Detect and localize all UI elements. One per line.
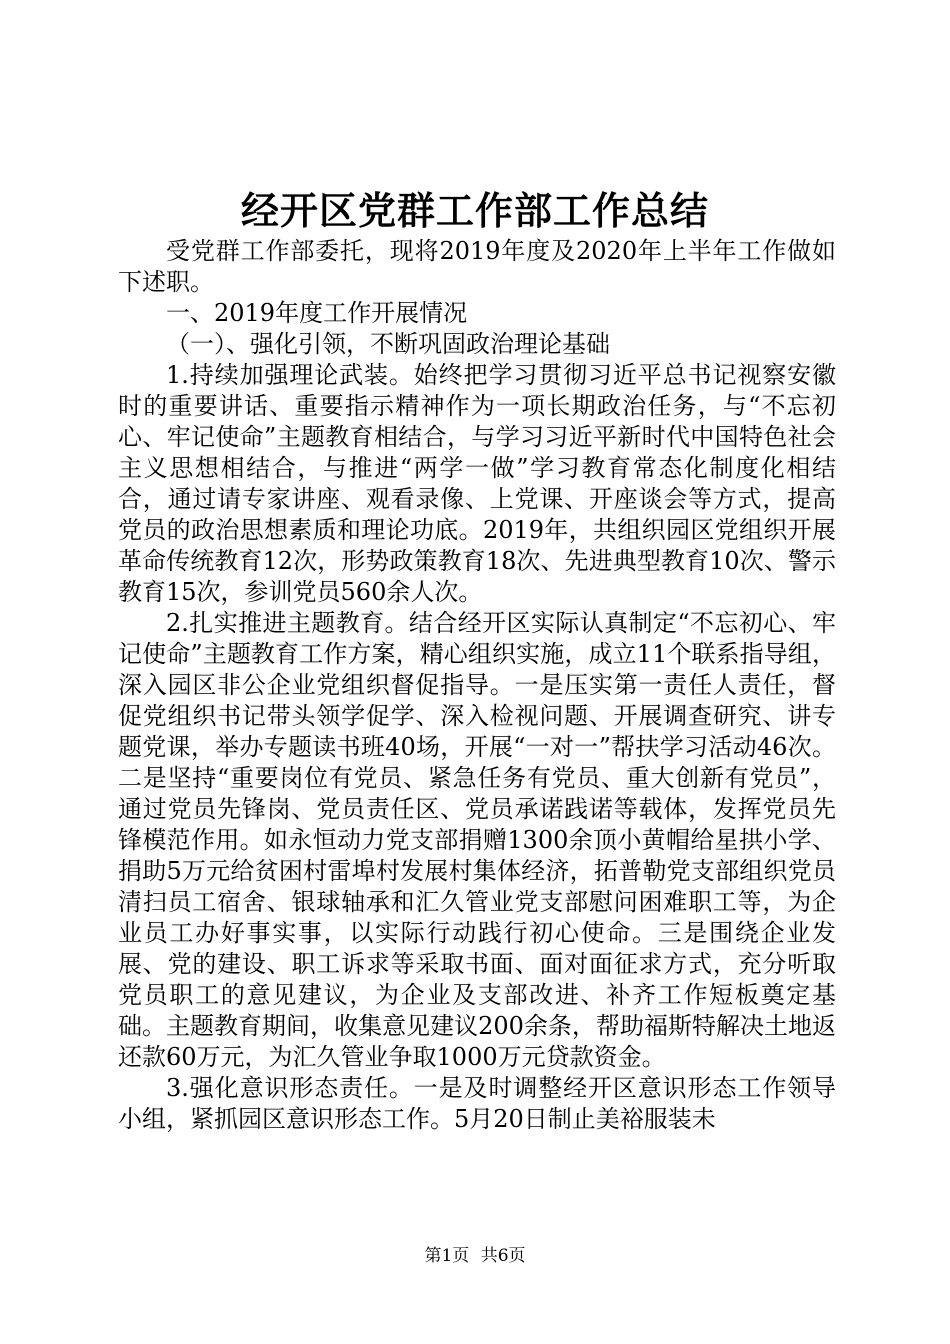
paragraph-intro: 受党群工作部委托，现将2019年度及2020年上半年工作做如下述职。: [118, 237, 836, 296]
page-total: 共6页: [480, 1246, 526, 1266]
paragraph-item-3: 3.强化意识形态责任。一是及时调整经开区意识形态工作领导小组，紧抓园区意识形态工作。5月20日制止美裕服装未: [118, 1074, 836, 1133]
paragraph-item-1: 1.持续加强理论武装。始终把学习贯彻习近平总书记视察安徽时的重要讲话、重要指示精神作为一项长期政治任务，与“不忘初心、牢记使命”主题教育相结合，与学习习近平新时代中国特色社会主义思想相结合，与推进“两学一做”学习教育常态化制度化相结合，通过请专家讲座、观看录像、上党课、开座谈会等方式，提高党员的政治思想素质和理论功底。2019年，共组织园区党组织开展革命传统教育12次，形势政策教育18次、先进典型教育10次、警示教育15次，参训党员560余人次。: [118, 361, 836, 606]
section-heading-1: 一、2019年度工作开展情况: [166, 299, 468, 327]
document-body: [118, 236, 836, 1135]
page-footer: [0, 1244, 950, 1268]
document-title: 经开区党群工作部工作总结: [240, 188, 709, 233]
paragraph-item-2: 2.扎实推进主题教育。结合经开区实际认真制定“不忘初心、牢记使命”主题教育工作方案，精心组织实施，成立11个联系指导组，深入园区非公企业党组织督促指导。一是压实第一责任人责任，督促党组织书记带头领学促学、深入检视问题、开展调查研究、讲专题党课，举办专题读书班40场，开展“一对一”帮扶学习活动46次。二是坚持“重要岗位有党员、紧急任务有党员、重大创新有党员”，通过党员先锋岗、党员责任区、党员承诺践诺等载体，发挥党员先锋模范作用。如永恒动力党支部捐赠1300余顶小黄帽给星拱小学、捐助5万元给贫困村雷埠村发展村集体经济，拓普勒党支部组织党员清扫员工宿舍、银球轴承和汇久管业党支部慰问困难职工等，为企业员工办好事实事，以实际行动践行初心使命。三是围绕企业发展、党的建设、职工诉求等采取书面、面对面征求方式，充分听取党员职工的意见建议，为企业及支部改进、补齐工作短板奠定基础。主题教育期间，收集意见建议200余条，帮助福斯特解决土地返还款60万元，为汇久管业争取1000万元贷款资金。: [118, 609, 836, 1071]
page-number: 第1页: [424, 1246, 470, 1266]
subsection-heading-1: （一）、强化引领，不断巩固政治理论基础: [166, 330, 610, 358]
